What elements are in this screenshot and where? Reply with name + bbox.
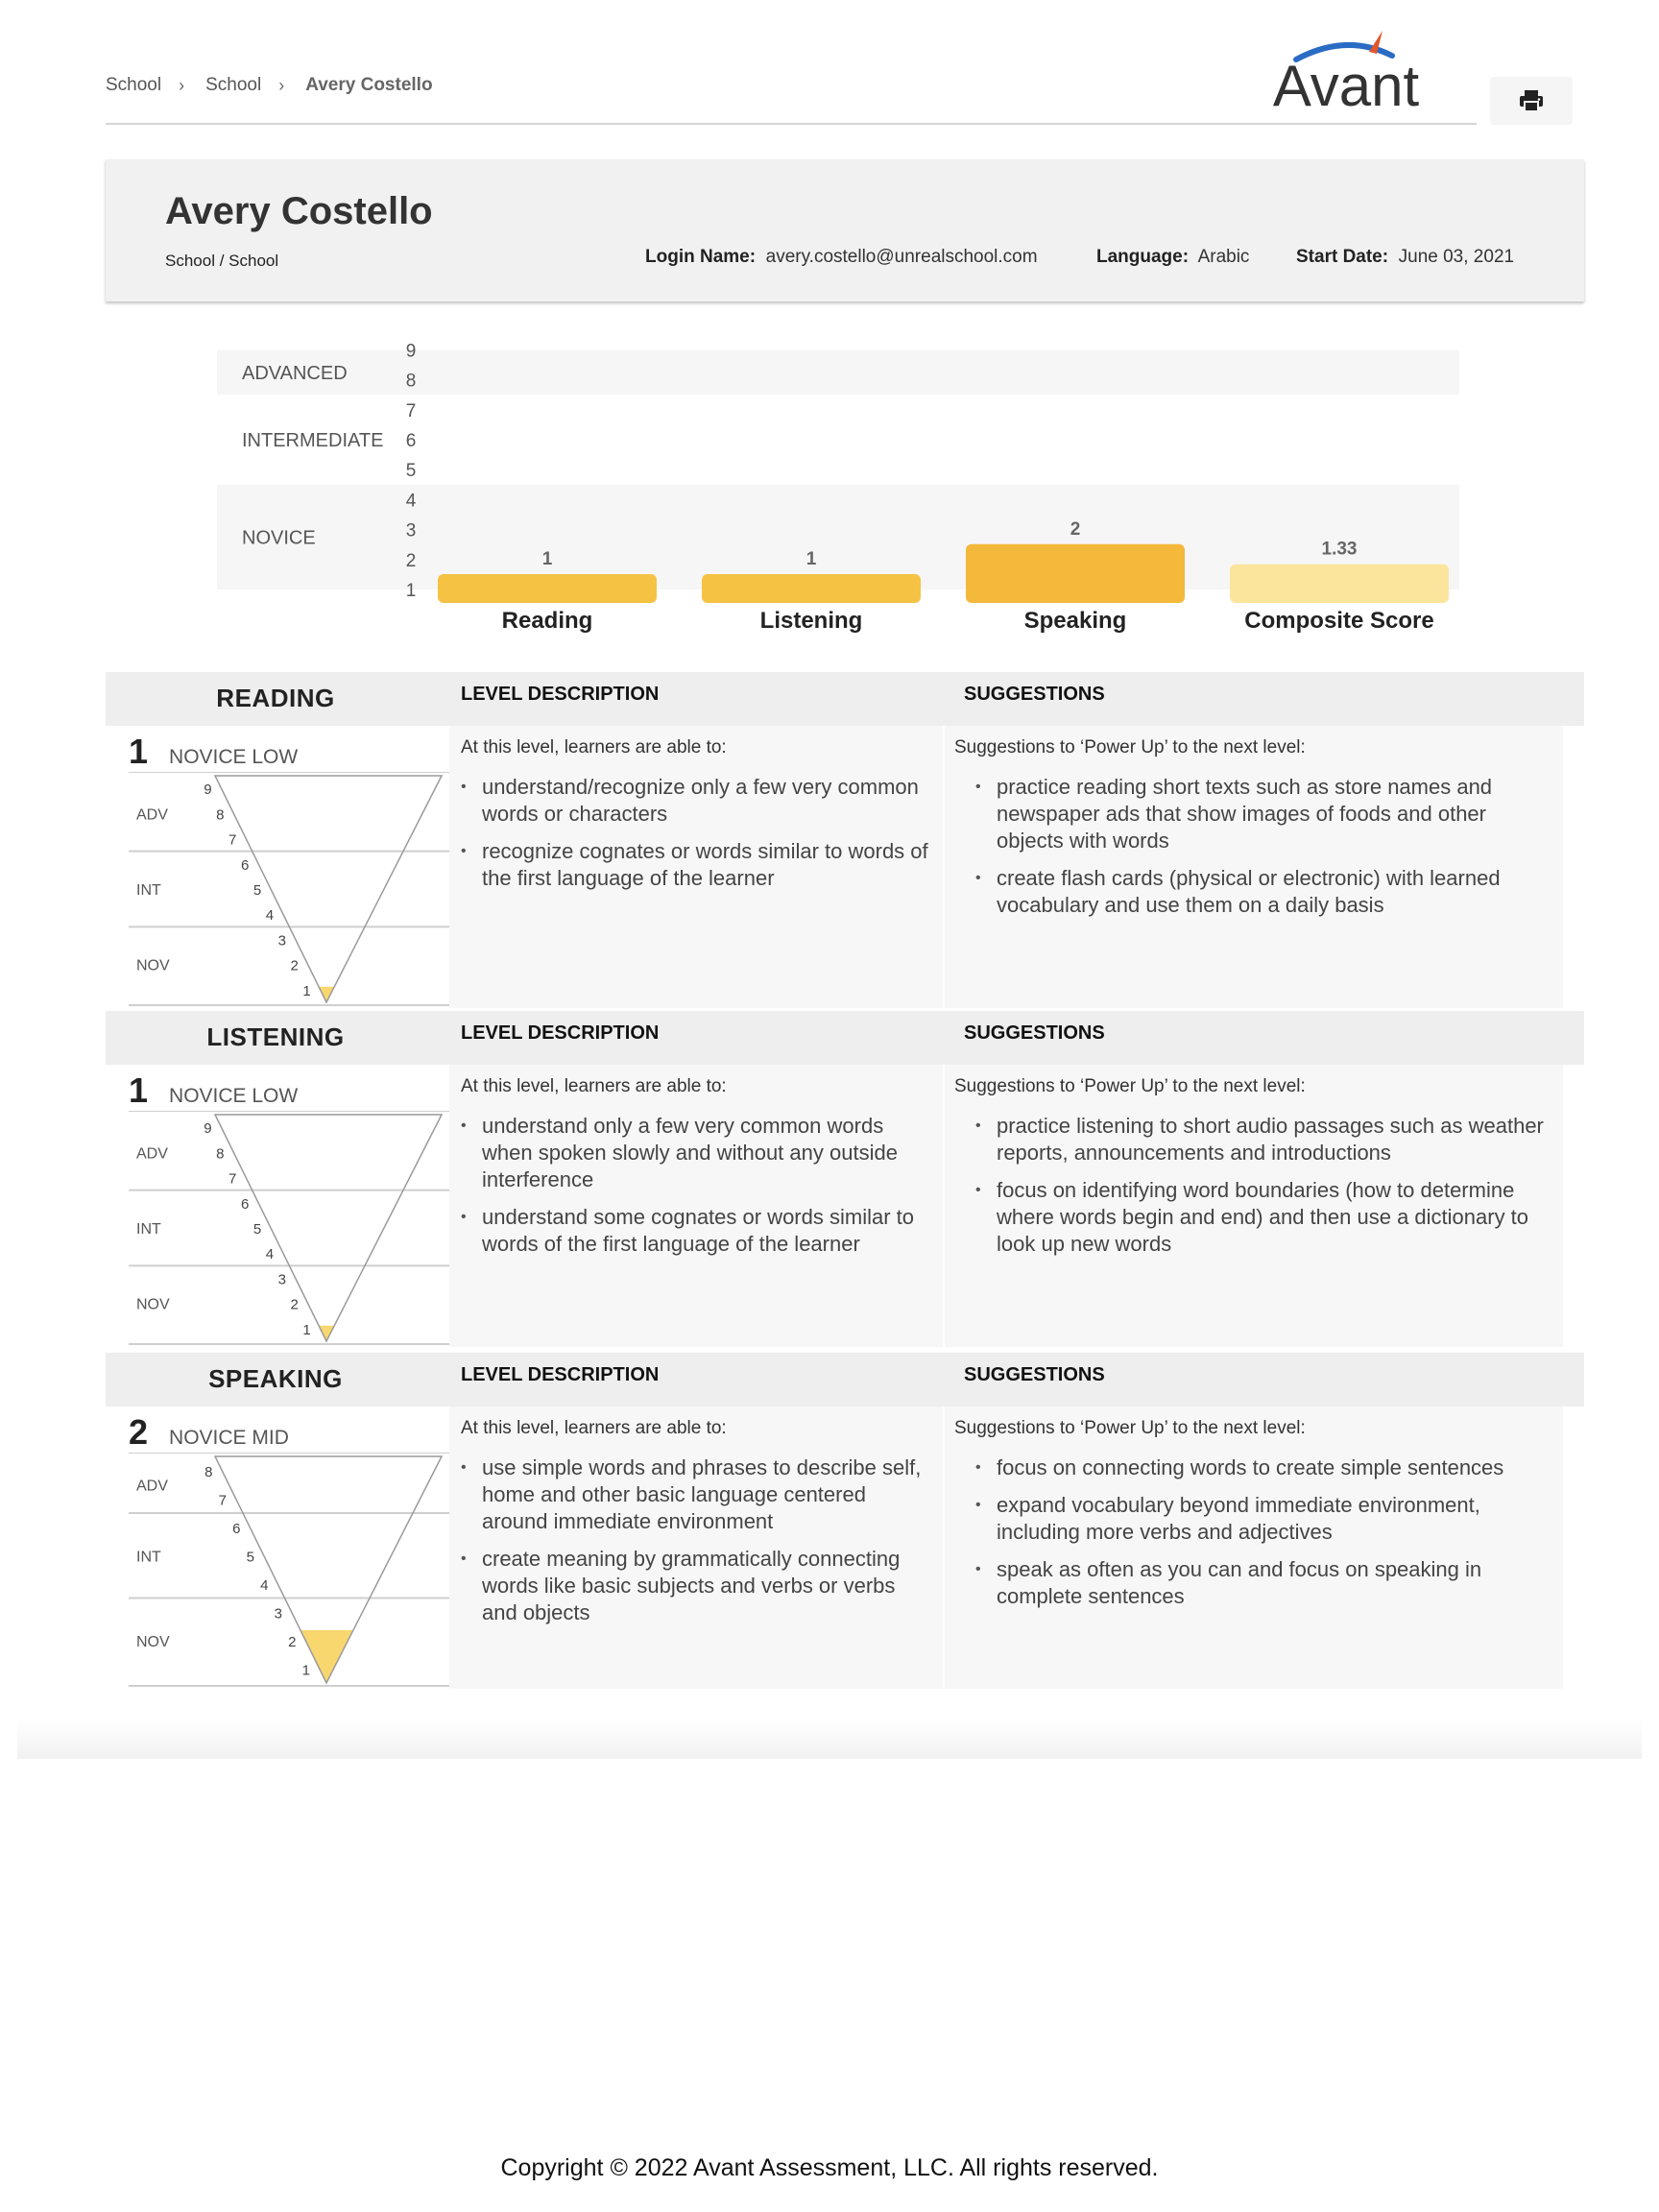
funnel-tick-4: 4	[265, 1246, 275, 1263]
bar-value-label: 2	[1070, 518, 1081, 540]
description-intro: At this level, learners are able to:	[461, 1076, 727, 1096]
reading-level-description	[449, 726, 943, 1008]
funnel-tick-5: 5	[252, 1221, 262, 1238]
listening-level-description	[449, 1065, 943, 1347]
chevron-right-icon: ›	[179, 75, 185, 95]
funnel-tick-4: 4	[265, 907, 275, 925]
band-label-intermediate: INTERMEDIATE	[242, 430, 384, 451]
language-label: Language:	[1096, 247, 1190, 267]
funnel-band-nov: NOV	[136, 1296, 170, 1313]
category-label-reading: Reading	[501, 608, 593, 634]
band-label-novice: NOVICE	[242, 527, 316, 549]
funnel-band-adv: ADV	[136, 1145, 168, 1163]
reading-funnel-diagram	[129, 772, 449, 1006]
suggestion-item: • expand vocabulary beyond immediate environment, including more verbs and adjectives	[997, 1492, 1553, 1546]
y-tick-7: 7	[405, 400, 417, 421]
funnel-band-int: INT	[136, 1221, 161, 1238]
start-value: June 03, 2021	[1398, 247, 1515, 267]
funnel-level-fill	[319, 987, 334, 1002]
listening-funnel-diagram	[129, 1111, 449, 1345]
description-list	[461, 774, 931, 902]
bar-reading	[438, 574, 657, 603]
reading-section-header	[106, 672, 1584, 726]
level-name: NOVICE LOW	[169, 746, 299, 768]
funnel-tick-5: 5	[252, 882, 262, 899]
funnel-tick-5: 5	[246, 1549, 254, 1566]
suggestions-heading: SUGGESTIONS	[964, 1364, 1105, 1385]
description-item: • use simple words and phrases to describe self, home and other basic language centered around immediate environment	[482, 1455, 931, 1535]
y-tick-6: 6	[405, 431, 417, 451]
funnel-tick-6: 6	[232, 1520, 241, 1537]
bar-value-label: 1	[805, 549, 817, 569]
y-tick-2: 2	[405, 550, 417, 571]
level-description-heading: LEVEL DESCRIPTION	[461, 1022, 660, 1044]
speaking-funnel-diagram	[129, 1453, 449, 1687]
funnel-band-int: INT	[136, 882, 161, 899]
level-name: NOVICE MID	[169, 1427, 289, 1449]
funnel-tick-2: 2	[288, 1633, 297, 1650]
suggestions-heading: SUGGESTIONS	[964, 1022, 1105, 1044]
level-indicator	[129, 1070, 298, 1111]
listening-section-header	[106, 1011, 1584, 1065]
y-tick-9: 9	[405, 341, 417, 362]
copyright: Copyright © 2022 Avant Assessment, LLC. All rights reserved.	[500, 2154, 1159, 2181]
page-fade	[17, 1719, 1642, 1759]
level-number: 1	[129, 1070, 149, 1110]
funnel-tick-7: 7	[218, 1492, 227, 1509]
login-label: Login Name:	[645, 247, 757, 267]
y-tick-4: 4	[405, 491, 417, 512]
funnel-tick-8: 8	[216, 806, 225, 824]
listening-title: LISTENING	[206, 1022, 345, 1051]
description-item: • understand/recognize only a few very common words or characters	[482, 774, 931, 828]
score-chart	[0, 0, 1659, 653]
funnel-band-int: INT	[136, 1549, 161, 1566]
student-name: Avery Costello	[165, 190, 433, 232]
reading-level-panel	[129, 726, 449, 1008]
bar-value-label: 1.33	[1321, 539, 1358, 560]
bar-value-label: 1	[541, 549, 553, 569]
level-description-heading: LEVEL DESCRIPTION	[461, 684, 660, 705]
category-label-speaking: Speaking	[1023, 608, 1127, 634]
category-label-listening: Listening	[759, 608, 863, 634]
band-intermediate	[217, 395, 1459, 485]
funnel-tick-9: 9	[204, 781, 212, 799]
breadcrumb-item-school-2[interactable]: School	[205, 75, 262, 95]
description-intro: At this level, learners are able to:	[461, 1418, 727, 1438]
reading-suggestions	[945, 726, 1563, 1008]
suggestions-list	[975, 1455, 1553, 1621]
funnel-tick-9: 9	[204, 1120, 212, 1138]
suggestions-heading: SUGGESTIONS	[964, 684, 1105, 705]
login-value: avery.costello@unrealschool.com	[765, 247, 1038, 267]
breadcrumb-item-current: Avery Costello	[305, 75, 433, 95]
suggestion-item: • practice listening to short audio passages such as weather reports, announcements and introductions	[997, 1113, 1553, 1166]
reading-title: READING	[216, 684, 335, 712]
funnel-tick-2: 2	[290, 1296, 299, 1313]
suggestions-list	[975, 774, 1553, 929]
y-tick-1: 1	[405, 581, 417, 601]
level-description-heading: LEVEL DESCRIPTION	[461, 1364, 660, 1385]
funnel-tick-1: 1	[302, 1321, 311, 1338]
speaking-title: SPEAKING	[208, 1364, 343, 1393]
description-intro: At this level, learners are able to:	[461, 737, 727, 757]
bar-speaking	[966, 544, 1185, 603]
speaking-level-description	[449, 1407, 943, 1689]
breadcrumb-item-school-1[interactable]: School	[106, 75, 162, 95]
funnel-tick-1: 1	[301, 1662, 310, 1679]
y-tick-3: 3	[405, 520, 417, 541]
funnel-band-adv: ADV	[136, 806, 168, 824]
funnel-tick-1: 1	[302, 982, 311, 999]
suggestions-intro: Suggestions to ‘Power Up’ to the next level:	[954, 1076, 1306, 1096]
funnel-tick-7: 7	[228, 1170, 237, 1188]
suggestion-item: • practice reading short texts such as store names and newspaper ads that show images of foods and other objects with words	[997, 774, 1553, 854]
chevron-right-icon: ›	[278, 75, 285, 95]
funnel-tick-3: 3	[277, 1271, 286, 1288]
suggestions-intro: Suggestions to ‘Power Up’ to the next level:	[954, 737, 1306, 757]
level-number: 1	[129, 732, 149, 771]
funnel-tick-7: 7	[228, 831, 237, 849]
description-item: • recognize cognates or words similar to words of the first language of the learner	[482, 838, 931, 892]
speaking-section-header	[106, 1353, 1584, 1407]
suggestion-item: • focus on connecting words to create simple sentences	[997, 1455, 1553, 1481]
description-item: • understand only a few very common words when spoken slowly and without any outside interference	[482, 1113, 931, 1193]
level-name: NOVICE LOW	[169, 1085, 299, 1107]
band-label-advanced: ADVANCED	[242, 362, 348, 384]
y-tick-5: 5	[405, 461, 417, 482]
suggestions-intro: Suggestions to ‘Power Up’ to the next level:	[954, 1418, 1306, 1438]
funnel-tick-6: 6	[240, 856, 250, 874]
funnel-tick-8: 8	[204, 1463, 213, 1480]
funnel-band-nov: NOV	[136, 957, 170, 974]
bar-listening	[702, 574, 921, 603]
category-label-composite-score: Composite Score	[1244, 608, 1434, 634]
level-indicator	[129, 732, 298, 772]
funnel-tick-6: 6	[240, 1195, 250, 1213]
listening-suggestions	[945, 1065, 1563, 1347]
funnel-band-nov: NOV	[136, 1633, 170, 1650]
speaking-suggestions	[945, 1407, 1563, 1689]
band-advanced	[217, 349, 1459, 395]
suggestion-item: • speak as often as you can and focus on speaking in complete sentences	[997, 1556, 1553, 1610]
description-item: • understand some cognates or words similar to words of the first language of the learner	[482, 1204, 931, 1258]
funnel-level-fill	[319, 1326, 334, 1341]
bar-composite-score	[1230, 565, 1449, 603]
start-label: Start Date:	[1296, 247, 1389, 267]
suggestion-item: • create flash cards (physical or electronic) with learned vocabulary and use them on a daily basis	[997, 865, 1553, 919]
funnel-tick-4: 4	[260, 1576, 269, 1594]
speaking-level-panel	[129, 1407, 449, 1689]
student-org: School / School	[165, 252, 279, 270]
funnel-band-adv: ADV	[136, 1478, 168, 1495]
listening-level-panel	[129, 1065, 449, 1347]
language-value: Arabic	[1197, 247, 1250, 267]
funnel-tick-8: 8	[216, 1145, 225, 1163]
description-item: • create meaning by grammatically connecting words like basic subjects and verbs or verbs and objects	[482, 1546, 931, 1626]
description-list	[461, 1113, 931, 1268]
logo-wordmark: Avant	[1272, 54, 1420, 113]
level-number: 2	[129, 1412, 149, 1452]
suggestions-list	[975, 1113, 1553, 1268]
funnel-tick-2: 2	[290, 957, 299, 974]
suggestion-item: • focus on identifying word boundaries (how to determine where words begin and end) and then use a dictionary to look up new words	[997, 1177, 1553, 1258]
description-list	[461, 1455, 931, 1637]
level-indicator	[129, 1412, 289, 1453]
funnel-tick-3: 3	[277, 932, 286, 950]
funnel-tick-3: 3	[274, 1605, 282, 1623]
y-tick-8: 8	[405, 371, 417, 392]
